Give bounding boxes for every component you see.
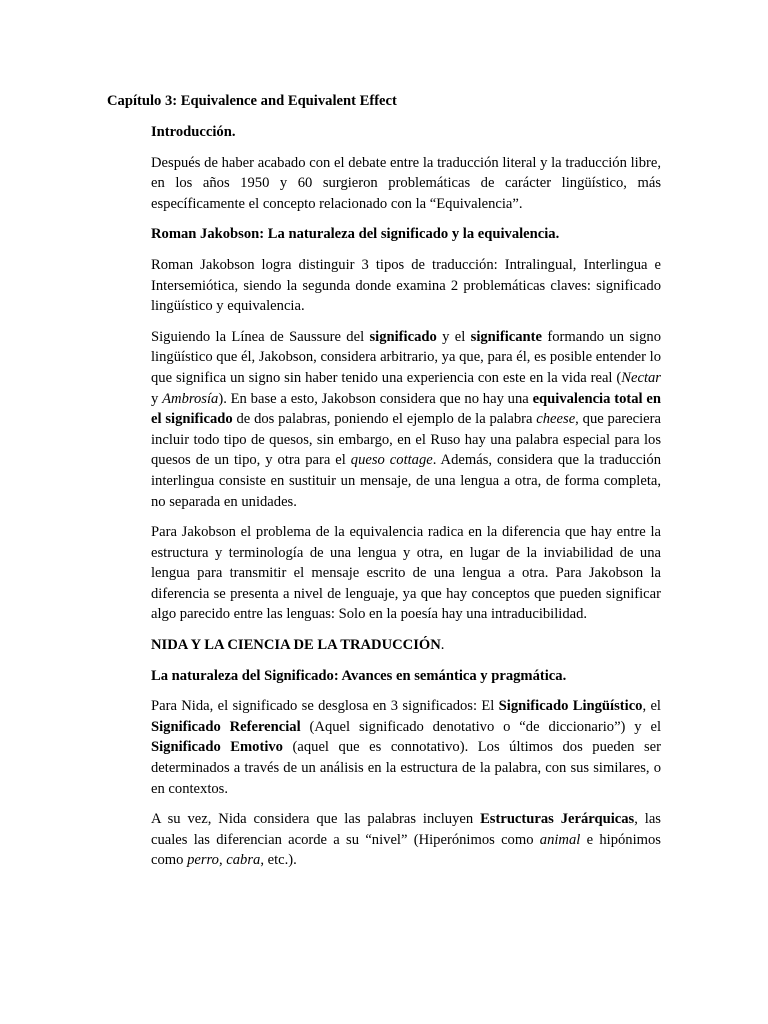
text-run: de dos palabras, poniendo el ejemplo de la palabra — [232, 411, 537, 428]
text-run: e hipónimos como — [151, 831, 661, 869]
paragraph-nida-estructuras — [151, 809, 661, 871]
text-run: A su vez, Nida considera que las palabras incluyen — [151, 811, 481, 828]
section-heading-nida — [151, 635, 661, 656]
text-run: y el — [436, 328, 471, 345]
bold-term-significado-linguistico: Significado Lingüístico — [498, 698, 643, 715]
paragraph-jakobson-tipos: Roman Jakobson logra distinguir 3 tipos de traducción: Intralingual, Interlingua e Intersemiótica, siendo la segunda donde examina 2 problemáticas claves: significado lingüístico y equivalencia. — [151, 256, 661, 315]
paragraph-jakobson-saussure — [151, 327, 661, 512]
section-heading-introduccion: Introducción. — [151, 124, 236, 140]
section-subheading-significado: La naturaleza del Significado: Avances en semántica y pragmática. — [151, 667, 567, 684]
paragraph-introduccion: Después de haber acabado con el debate entre la traducción literal y la traducción libre, en los años 1950 y 60 surgieron problemáticas de carácter lingüístico, más específicamente el concepto relacionado con la “Equivalencia”. — [151, 154, 661, 212]
paragraph-nida-significados — [151, 696, 661, 799]
text-run: ). En base a esto, Jakobson considera que no hay una — [218, 390, 533, 407]
text-run: (Aquel significado denotativo o “de diccionario”) y el — [300, 718, 661, 735]
text-run: , las cuales las diferencian acorde a su “nivel” (Hiperónimos como — [151, 811, 661, 848]
bold-term-significante: significante — [470, 328, 543, 345]
text-run: , etc.). — [260, 852, 297, 869]
chapter-title: Capítulo 3: Equivalence and Equivalent Effect — [107, 93, 397, 109]
document-body — [151, 122, 661, 881]
text-run: . Además, considera que la traducción interlingua consiste en sustituir un mensaje, de una lengua a otra, de forma completa, no separada en unidades. — [151, 452, 661, 510]
heading-text: NIDA Y LA CIENCIA DE LA TRADUCCIÓN — [151, 637, 441, 654]
bold-term-equivalencia-total: equivalencia total en el significado — [151, 390, 661, 428]
bold-term-significado-referencial: Significado Referencial — [151, 718, 301, 735]
heading-period: . — [440, 637, 445, 654]
text-run: , — [218, 852, 227, 869]
bold-term-estructuras-jerarquicas: Estructuras Jerárquicas — [480, 811, 635, 828]
bold-term-significado: significado — [369, 328, 437, 345]
text-run: , el — [642, 698, 661, 715]
italic-term-cheese: cheese — [536, 411, 576, 428]
section-heading-jakobson: Roman Jakobson: La naturaleza del significado y la equivalencia. — [151, 226, 560, 243]
text-run: (aquel que es connotativo). Los últimos dos pueden ser determinados a través de un análisis en la estructura de la palabra, con sus similares, o en contextos. — [151, 739, 662, 797]
text-run: formando un signo lingüístico que él, Jakobson, considera arbitrario, ya que, para él, es posible entender lo que significa un signo sin haber tenido una experiencia con este en la vida real ( — [151, 328, 661, 386]
italic-term-cabra: cabra — [226, 852, 261, 869]
italic-term-nectar: Nectar — [621, 369, 661, 386]
italic-term-queso-cottage: queso cottage — [350, 452, 433, 469]
text-run: , que pareciera incluir todo tipo de quesos, sin embargo, en el Ruso hay una palabra especial para los quesos de un tipo, y otra para el — [151, 411, 661, 469]
text-run: Para Nida, el significado se desglosa en 3 significados: El — [151, 698, 499, 715]
text-run: Siguiendo la Línea de Saussure del — [151, 328, 370, 345]
paragraph-jakobson-equivalencia: Para Jakobson el problema de la equivalencia radica en la diferencia que hay entre la estructura y terminología de una lengua y otra, en lugar de la inviabilidad de una lengua para transmitir el mensaje escrito de una lengua a otra. Para Jakobson la diferencia se presenta a nivel de lenguaje, ya que hay conceptos que pueden significar algo parecido entre las lenguas: Solo en la poesía hay una intraducibilidad. — [151, 524, 661, 623]
bold-term-significado-emotivo: Significado Emotivo — [151, 739, 283, 756]
italic-term-ambrosia: Ambrosía — [162, 390, 219, 407]
text-run: y — [151, 390, 163, 407]
italic-term-animal: animal — [539, 831, 581, 848]
italic-term-perro: perro — [187, 852, 219, 869]
